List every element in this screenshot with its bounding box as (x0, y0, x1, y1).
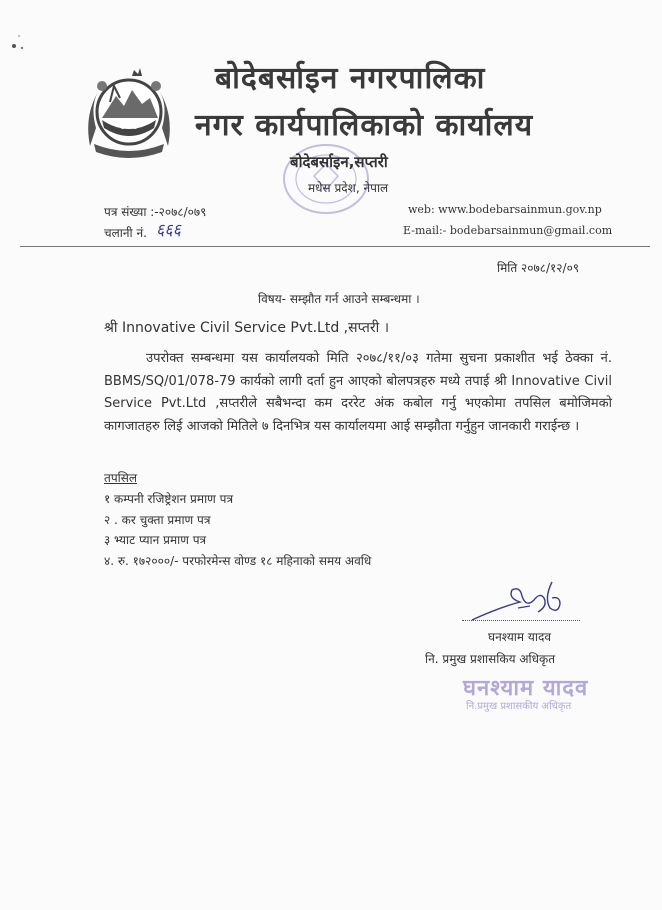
nepal-emblem-icon (80, 66, 178, 158)
letter-body (104, 348, 612, 438)
list-item: ४. रु. १७२०००/- परफोरमेन्स वोण्ड १८ महिनाको समय अवधि (104, 553, 372, 568)
list-item: ३ भ्याट प्यान प्रमाण पत्र (104, 533, 207, 547)
municipality-name: बोदेबर्साइन नगरपालिका (215, 61, 486, 96)
email: E-mail:- bodebarsainmun@gmail.com (403, 224, 613, 237)
list-item: २ . कर चुक्ता प्रमाण पत्र (104, 512, 211, 527)
enclosure-heading: तपसिल (104, 471, 138, 485)
website: web: www.bodebarsainmun.gov.np (408, 203, 602, 216)
office-province: मधेस प्रदेश, नेपाल (308, 181, 389, 195)
addressee: श्री Innovative Civil Service Pvt.Ltd ,सप्तरी । (104, 320, 389, 336)
enclosure-list (104, 489, 371, 571)
header-divider (20, 246, 650, 247)
signature-line (462, 620, 580, 621)
office-name: नगर कार्यपालिकाको कार्यालय (195, 108, 534, 143)
letter-number: पत्र संख्या :-२०७८/०७९ (104, 205, 207, 219)
signatory-name: घनश्याम यादव (488, 630, 552, 644)
office-location: बोदेबर्साइन,सप्तरी (290, 153, 388, 171)
body-paragraph: उपरोक्त सम्बन्धमा यस कार्यालयको मिति २०७८/११/०३ गतेमा सुचना प्रकाशीत भई ठेक्का नं. BBMS/SQ/01/078-79 कार्यको लागी दर्ता हुन आएको बोलपत्रहरु मध्ये तपाई श्री Innovative Civil Service Pvt.Ltd ,सप्तरीले सबैभन्दा कम दररेट अंक कबोल गर्नु भएकोमा तपसिल बमोजिमको कागजातहरु लिई आजको मितिले ७ दिनभित्र यस कार्यालयमा आई सम्झौता गर्नुहुन जानकारी गराईन्छ । (104, 351, 612, 434)
rubber-stamp-title: नि.प्रमुख प्रशासकीय अधिकृत (466, 701, 572, 712)
scan-mark-icon (8, 30, 38, 60)
dispatch-label: चलानी नं. (104, 226, 147, 240)
signatory-title: नि. प्रमुख प्रशासकिय अधिकृत (425, 652, 556, 666)
handwritten-signature (468, 578, 578, 626)
letter-date: मिति २०७८/१२/०९ (497, 261, 580, 275)
letter-subject: विषय- सम्झौत गर्न आउने सम्बन्धमा । (258, 292, 420, 306)
dispatch-number: ६६६ (156, 220, 181, 239)
rubber-stamp-name: घनश्याम यादव (463, 676, 589, 701)
list-item: १ कम्पनी रजिष्ट्रेशन प्रमाण पत्र (104, 492, 234, 506)
